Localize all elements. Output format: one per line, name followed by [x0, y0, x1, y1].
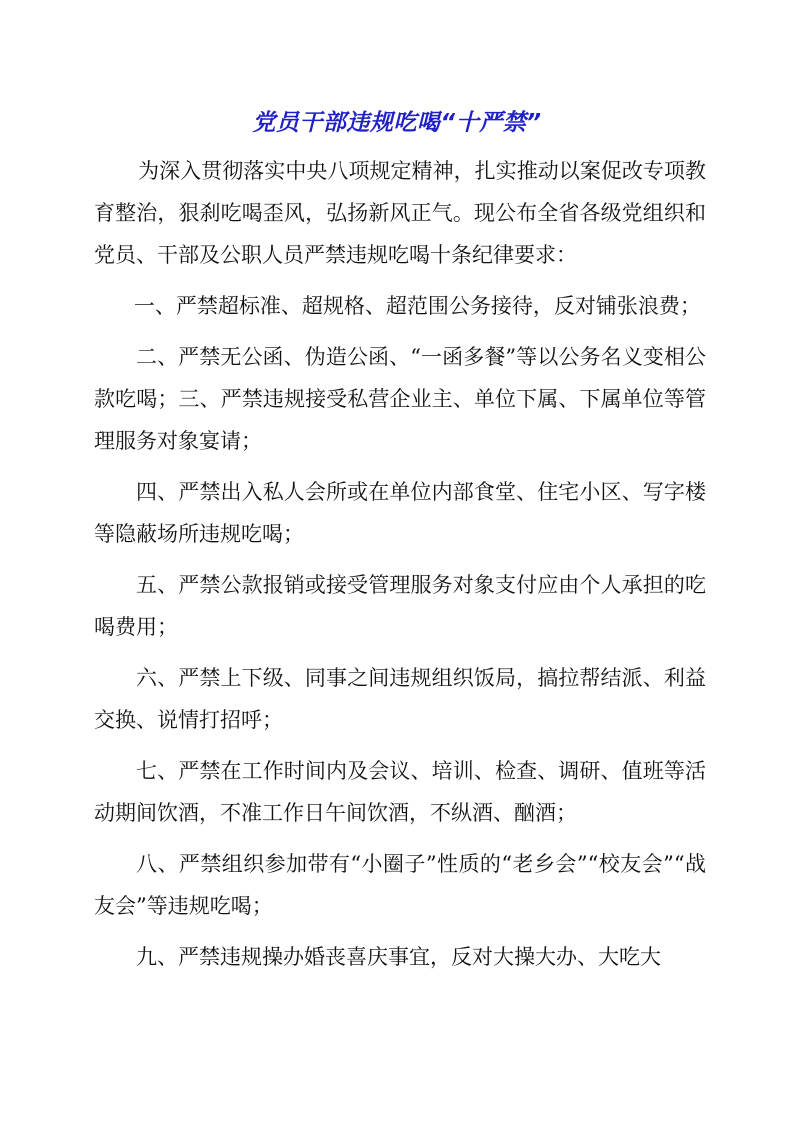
rule-item-7: 七、严禁在工作时间内及会议、培训、检查、调研、值班等活动期间饮酒，不准工作日午间饮酒，不纵酒、酗酒； [94, 759, 706, 825]
rule-item-6: 六、严禁上下级、同事之间违规组织饭局，搞拉帮结派、利益交换、说情打招呼； [94, 666, 706, 732]
intro-paragraph: 为深入贯彻落实中央八项规定精神，扎实推动以案促改专项教育整治，狠刹吃喝歪风，弘扬新风正气。现公布全省各级党组织和党员、干部及公职人员严禁违规吃喝十条纪律要求： [94, 159, 706, 267]
rule-item-4: 四、严禁出入私人会所或在单位内部食堂、住宅小区、写字楼等隐蔽场所违规吃喝； [94, 480, 706, 546]
document-title: 党员干部违规吃喝“十严禁” [252, 110, 542, 136]
rule-item-5: 五、严禁公款报销或接受管理服务对象支付应由个人承担的吃喝费用； [94, 573, 706, 639]
rule-item-8: 八、严禁组织参加带有“小圈子”性质的“老乡会”“校友会”“战友会”等违规吃喝； [94, 852, 706, 918]
document-body [94, 150, 706, 978]
rule-item-2-3: 二、严禁无公函、伪造公函、“一函多餐”等以公务名义变相公款吃喝；三、严禁违规接受私营企业主、单位下属、下属单位等管理服务对象宴请； [94, 345, 706, 453]
rule-item-9: 九、严禁违规操办婚丧喜庆事宜，反对大操大办、大吃大 [136, 945, 661, 969]
rule-item-1: 一、严禁超标准、超规格、超范围公务接待，反对铺张浪费； [133, 294, 701, 318]
